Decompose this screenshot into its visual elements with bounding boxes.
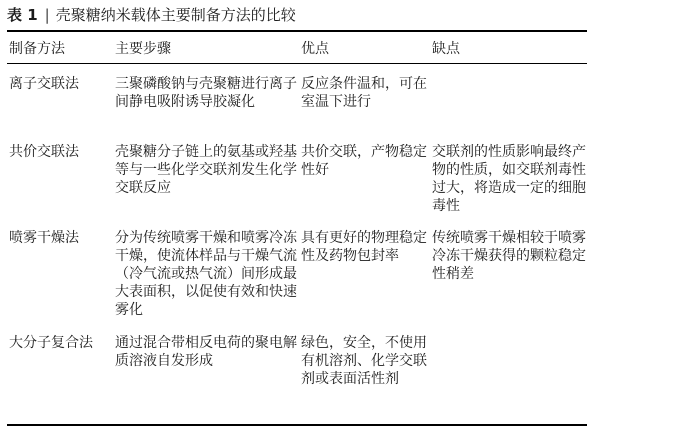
header-method: 制备方法: [9, 41, 65, 57]
row-3-cons: 传统喷雾干燥相较于喷雾冷冻干燥获得的颗粒稳定性稍差: [432, 230, 586, 282]
caption-title: 壳聚糖纳米载体主要制备方法的比较: [55, 6, 296, 24]
table-top-rule: [7, 30, 587, 32]
row-2-pros: 共价交联，产物稳定性好: [301, 144, 427, 178]
table-bottom-rule: [7, 424, 587, 426]
row-2-cons: 交联剂的性质影响最终产物的性质，如交联剂毒性过大，将造成一定的细胞毒性: [432, 144, 586, 214]
caption-label: 表 1: [7, 6, 38, 24]
row-2-steps: 壳聚糖分子链上的氨基或羟基等与一些化学交联剂发生化学交联反应: [115, 144, 297, 196]
row-2-method: 共价交联法: [9, 144, 79, 160]
caption-separator: |: [44, 6, 50, 24]
row-1-method: 离子交联法: [9, 76, 79, 92]
row-4-steps: 通过混合带相反电荷的聚电解质溶液自发形成: [115, 335, 297, 369]
table-caption: [7, 4, 296, 26]
row-4-method: 大分子复合法: [9, 335, 93, 351]
header-steps: 主要步骤: [115, 41, 171, 57]
header-pros: 优点: [301, 41, 329, 57]
row-3-steps: 分为传统喷雾干燥和喷雾冷冻干燥，使流体样品与干燥气流（冷气流或热气流）间形成最大表面积，以促使有效和快速雾化: [115, 230, 297, 318]
header-cons: 缺点: [432, 41, 460, 57]
row-3-pros: 具有更好的物理稳定性及药物包封率: [301, 230, 427, 264]
table-header-rule: [7, 63, 587, 64]
row-4-pros: 绿色，安全，不使用有机溶剂、化学交联剂或表面活性剂: [301, 335, 427, 387]
row-1-steps: 三聚磷酸钠与壳聚糖进行离子间静电吸附诱导胶凝化: [115, 76, 297, 110]
row-3-method: 喷雾干燥法: [9, 230, 79, 246]
row-1-pros: 反应条件温和，可在室温下进行: [301, 76, 427, 110]
